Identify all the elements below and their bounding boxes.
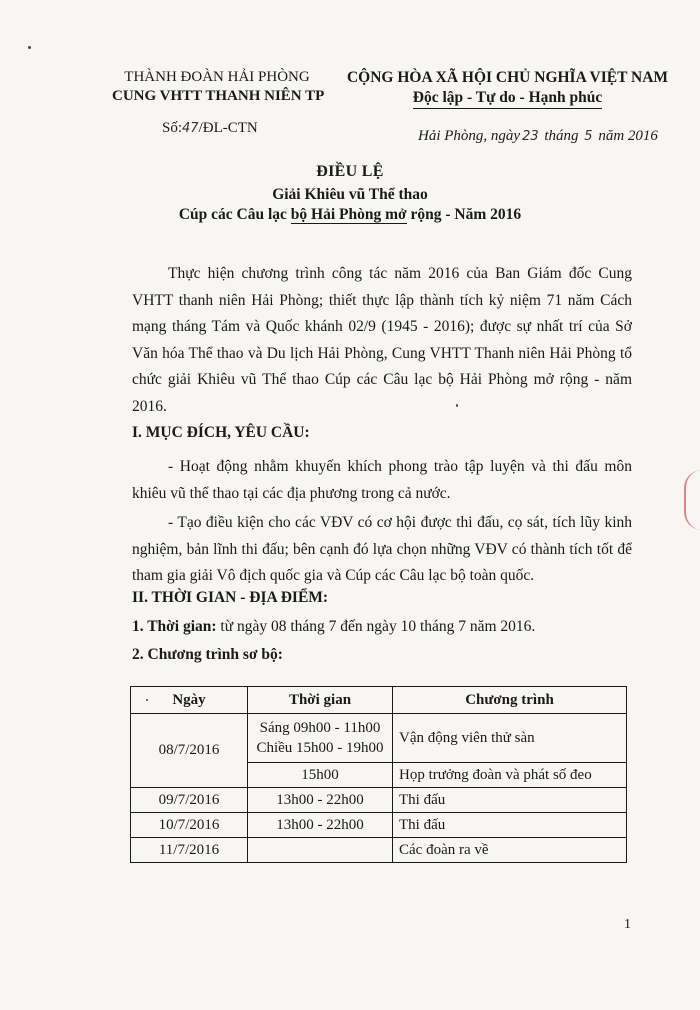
org-line-2: CUNG VHTT THANH NIÊN TP: [112, 88, 325, 104]
document-subtitle: Giải Khiêu vũ Thể thao: [272, 186, 428, 203]
cell-day: 10/7/2016: [131, 813, 248, 838]
time-text: từ ngày 08 tháng 7 đến ngày 10 tháng 7 năm 2016.: [216, 618, 536, 635]
table-row: [131, 788, 627, 813]
scan-speck: [146, 699, 148, 701]
cell-program: Thi đấu: [393, 788, 627, 813]
time-line: [132, 618, 535, 636]
cell-time: 13h00 - 22h00: [248, 788, 393, 813]
nation-name: CỘNG HÒA XÃ HỘI CHỦ NGHĨA VIỆT NAM: [346, 69, 669, 86]
cell-program: Họp trưởng đoàn và phát số đeo: [393, 763, 627, 788]
section-1-bullet-2: [132, 510, 632, 590]
red-stamp-edge: [684, 470, 700, 530]
cell-program: Thi đấu: [393, 813, 627, 838]
date-day: 23: [522, 129, 539, 144]
intro-text: Thực hiện chương trình công tác năm 2016 của Ban Giám đốc Cung VHTT thanh niên Hải Phòng; thiết thực lập thành tích kỷ niệm 71 năm Cách mạng tháng Tám và Quốc khánh 02/9 (1945 - 2016); được sự nhất trí của Sở Văn hóa Thể thao và Du lịch Hải Phòng, Cung VHTT Thanh niên Hải Phòng tổ chức giải Khiêu vũ Thể thao Cúp các Câu lạc bộ Hải Phòng mở rộng - năm 2016.: [132, 265, 632, 415]
date-suffix: năm 2016: [598, 128, 658, 144]
cell-time: 13h00 - 22h00: [248, 813, 393, 838]
schedule-table: [130, 686, 627, 863]
table-row: [131, 813, 627, 838]
doc-no-suffix: /ĐL-CTN: [198, 120, 258, 136]
section-1-heading: I. MỤC ĐÍCH, YÊU CẦU:: [132, 424, 310, 441]
cell-time: [248, 838, 393, 863]
doc-no-handwritten: 47: [182, 121, 199, 136]
page-number: 1: [624, 917, 631, 932]
cell-day: 08/7/2016: [131, 714, 248, 788]
doc-no-prefix: Số:: [162, 120, 183, 136]
cell-day: 11/7/2016: [131, 838, 248, 863]
document-title: ĐIỀU LỆ: [316, 163, 384, 180]
date-mid: tháng: [544, 128, 579, 144]
org-line-1: THÀNH ĐOÀN HẢI PHÒNG: [124, 69, 310, 85]
cell-time-afternoon: Chiều 15h00 - 19h00: [256, 740, 384, 756]
date-prefix: Hải Phòng, ngày: [418, 128, 521, 144]
cell-time: [248, 714, 393, 763]
subtitle-part-c: rộng - Năm 2016: [406, 206, 522, 223]
subtitle-part-a: Cúp các Câu lạc: [178, 206, 291, 223]
date-month: 5: [584, 129, 593, 144]
bullet-1-text: - Hoạt động nhằm khuyến khích phong trào tập luyện và thi đấu môn khiêu vũ thể thao tại các địa phương trong cả nước.: [132, 458, 632, 502]
table-header-row: [131, 687, 627, 714]
intro-paragraph: [132, 261, 632, 420]
header-program: Chương trình: [393, 687, 627, 714]
document-subtitle-2: [0, 206, 700, 224]
document-date: [418, 128, 658, 145]
subtitle-underlined: bộ Hải Phòng mở: [290, 206, 407, 223]
document-number: [162, 120, 258, 137]
scan-speck: [28, 46, 31, 49]
cell-day: 09/7/2016: [131, 788, 248, 813]
cell-program: Các đoàn ra về: [393, 838, 627, 863]
cell-time: 15h00: [248, 763, 393, 788]
header-time: Thời gian: [248, 687, 393, 714]
section-2-heading: II. THỜI GIAN - ĐỊA ĐIỂM:: [132, 589, 329, 606]
bullet-2-text: - Tạo điều kiện cho các VĐV có cơ hội được thi đấu, cọ sát, tích lũy kinh nghiệm, bản lĩnh thi đấu; bên cạnh đó lựa chọn những VĐV có thành tích tốt để tham gia giải Vô địch quốc gia và Cúp các Câu lạc bộ toàn quốc.: [132, 514, 632, 584]
program-label: 2. Chương trình sơ bộ:: [132, 646, 283, 663]
cell-time-morning: Sáng 09h00 - 11h00: [259, 720, 381, 736]
national-header: [335, 68, 680, 109]
issuing-organization: [112, 68, 325, 106]
table-row: [131, 838, 627, 863]
scan-speck: [456, 404, 458, 407]
national-motto: Độc lập - Tự do - Hạnh phúc: [413, 88, 602, 109]
cell-program: Vận động viên thử sàn: [393, 714, 627, 763]
header-day: Ngày: [131, 687, 248, 714]
section-1-bullet-1: [132, 454, 632, 507]
table-row: [131, 714, 627, 763]
time-label: 1. Thời gian:: [132, 618, 217, 635]
